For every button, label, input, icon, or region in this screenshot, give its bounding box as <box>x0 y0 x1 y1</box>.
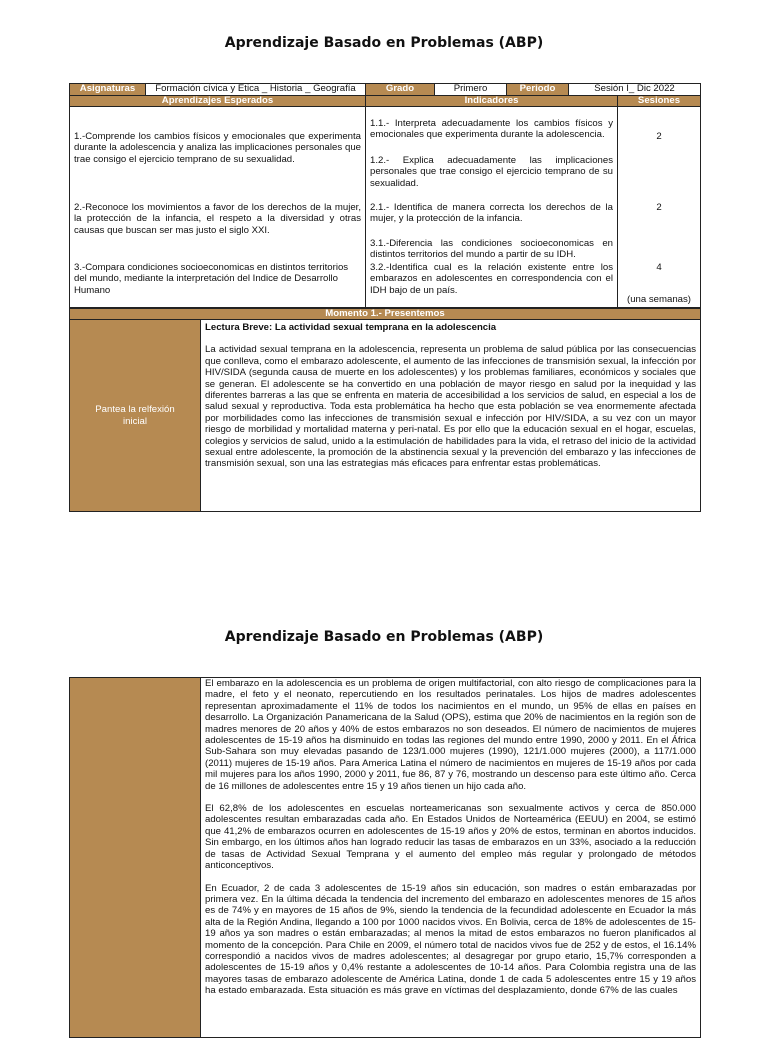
col-indicadores: Indicadores <box>366 96 618 107</box>
lectura-cell <box>201 320 701 512</box>
paragraph-2: El 62,8% de los adolescentes en escuelas norteamericanas son sexualmente activos y cerca de 850.000 adolescentes resultan embarazadas cada año. En Estados Unidos de Norteamérica (EEUU) en 2004, se estimó que 41,2% de embarazos ocurren en adolescentes de 15-19 años y 20% de estos, terminan en abortos inducidos. Sin embargo, en los últimos años han logrado reducir las tasas de embarazos en un 33%, asociado a la reducción de tasas de Actividad Sexual Temprana y el aumento del empleo más regular y prolongado de métodos anticonceptivos. <box>205 803 696 872</box>
periodo-label: Periodo <box>507 84 569 96</box>
objectives-table <box>69 95 701 308</box>
indicador-1-2: 1.2.- Explica adecuadamente las implicaciones personales que trae consigo el ejercicio temprano de su sexualidad. <box>370 155 613 189</box>
asignaturas-value: Formación cívica y Etica _ Historia _ Geografía <box>146 84 366 96</box>
sesion-3: 4 <box>656 262 662 273</box>
grado-value: Primero <box>435 84 507 96</box>
sesion-2: 2 <box>656 202 662 213</box>
paragraph-3: En Ecuador, 2 de cada 3 adolescentes de 15-19 años sin educación, son madres o están embarazadas por primera vez. En la última década la tendencia del incremento del embarazo en adolescentes menores de 15 años es de 74% y en mayores de 15 años de 9%, siendo la tendencia de la fecundidad adolescente en Ecuador la más alta de la Región Andina, llegando a 100 por 1000 nacidos vivos. En Bolivia, cerca de 18% de adolescentes de 15-19 años ya son madres o están embarazadas; al menos la mitad de estos embarazos no fueron planificados al momento de la concepción. Para Chile en 2009, el número total de nacidos vivos fue de 252 y de estos, el 16.14% correspondió a nacidos vivos de madres adolescentes; al desagregar por grupo etario, 15,7% corresponden a adolescentes de 15-19 años y 0,4% restante a adolescentes de 10-14 años. Para Colombia registra una de las mayores tasas de embarazo adolescente de América Latina, donde 1 de cada 5 adolescentes entre 15 y 19 años ha estado embarazada. Esta situación es más grave en víctimas del desplazamiento, donde 67% de las cuales <box>205 882 696 997</box>
indicadores-cell <box>366 107 618 308</box>
lectura-title: Lectura Breve: La actividad sexual temprana en la adolescencia <box>205 322 497 333</box>
side-panel <box>70 678 201 1038</box>
paragraph-1: El embarazo en la adolescencia es un problema de origen multifactorial, con alto riesgo de complicaciones para la madre, el feto y el neonato, repercutiendo en los resultados perinatales. Los hijos de madres adolescentes representan aproximadamente el 11% de todos los nacimientos en el mundo, un 95% de ellas en países en desarrollo. La Organización Panamericana de la Salud (OPS), estima que 20% de nacimientos en la región son de madres menores de 20 años y 40% de estos embarazos no son deseados. El número de nacimientos de mujeres adolescentes de 15-19 años ha disminuido en todas las regiones del mundo entre 1990, 2000 y 2011. En el África Sub-Sahara son muy elevadas pasando de 123/1.000 mujeres (1990), 121/1.000 mujeres (2000), a 117/1.000 (2011) mujeres de 15-19 años. Para America Latina el número de nacimientos en mujeres de 15-19 años por cada mil mujeres para los años 1990, 2000 y 2011, fue 86, 87 y 76, mostrando un descenso para este último año. Cerca de 16 millones de adolescentes entre 15 y 19 años tienen un hijo cada año. <box>205 678 696 792</box>
lectura-body: La actividad sexual temprana en la adolescencia, representa un problema de salud pública por las consecuencias que conlleva, como el embarazo adolescente, el aumento de las infecciones de transmisión sexual, la infección por HIV/SIDA (segunda causa de muerte en los adolescentes) y los problemas familiares, económicos y sociales que se generan. El adolescente se ha convertido en una población de mayor riesgo en salud por la inequidad y las diferentes barreras a las que se enfrenta en materia de accesibilidad a los servicios de salud, en especial a los de salud sexual y reproductiva. Toda esta problemática ha hecho que esta población se vea enormemente afectada por morbilidades como las infecciones de transmisión sexual e infección por HIV/SIDA, a su vez con un mayor riesgo de morbilidad y mortalidad materna y peri-natal. Es por ello que la educación sexual en el hogar, escuelas, colegios y servicios de salud, unido a la estimulación de habilidades para la vida, el retraso del inicio de la actividad sexual entre adolescente, la promoción de la abstinencia sexual y la prevención del embarazo y las infecciones de transmisión sexual, son una las estrategias más eficaces para enfrentar estas problemáticas. <box>205 344 697 470</box>
sesion-total: (una semanas) <box>627 294 691 305</box>
page-title: Aprendizaje Basado en Problemas (ABP) <box>224 35 544 51</box>
momento-table <box>69 308 701 512</box>
aprendizaje-2: 2.-Reconoce los movimientos a favor de los derechos de la mujer, la protección de la infancia, el respeto a la diversidad y otras causas que buscan ser mas justo el siglo XXI. <box>74 202 361 236</box>
indicador-1-1: 1.1.- Interpreta adecuadamente los cambios físicos y emocionales que experimenta durante la adolescencia. <box>370 118 613 141</box>
body-cell <box>201 678 701 1038</box>
col-sesiones: Sesiones <box>618 96 701 107</box>
momento-header: Momento 1.- Presentemos <box>70 309 701 320</box>
periodo-value: Sesión I_ Dic 2022 <box>569 84 701 96</box>
side-label: Pantea la relfexión inicial <box>70 320 201 512</box>
indicador-3-1: 3.1.-Diferencia las condiciones socioeconomicas en distintos territorios del mundo a partir de su IDH. <box>370 238 613 261</box>
aprendizajes-cell <box>70 107 366 308</box>
indicador-3-2: 3.2.-Identifica cual es la relación existente entre los embarazos en adolescentes en correspondencia con el IDH bajo de un país. <box>370 262 613 296</box>
page-title-2: Aprendizaje Basado en Problemas (ABP) <box>224 629 544 645</box>
sesiones-cell <box>618 107 701 308</box>
aprendizaje-1: 1.-Comprende los cambios físicos y emocionales que experimenta durante la adolescencia y analiza las implicaciones personales que trae consigo el ejercicio temprano de su sexualidad. <box>74 131 361 165</box>
indicador-2-1: 2.1.- Identifica de manera correcta los derechos de la mujer, y la protección de la infancia. <box>370 202 613 225</box>
asignaturas-label: Asignaturas <box>70 84 146 96</box>
grado-label: Grado <box>366 84 435 96</box>
col-aprendizajes: Aprendizajes Esperados <box>70 96 366 107</box>
aprendizaje-3: 3.-Compara condiciones socioeconomicas en distintos territorios del mundo, mediante la interpretación del Indice de Desarrollo Humano <box>74 262 349 296</box>
continuation-table <box>69 677 701 1038</box>
sesion-1: 2 <box>656 131 662 142</box>
